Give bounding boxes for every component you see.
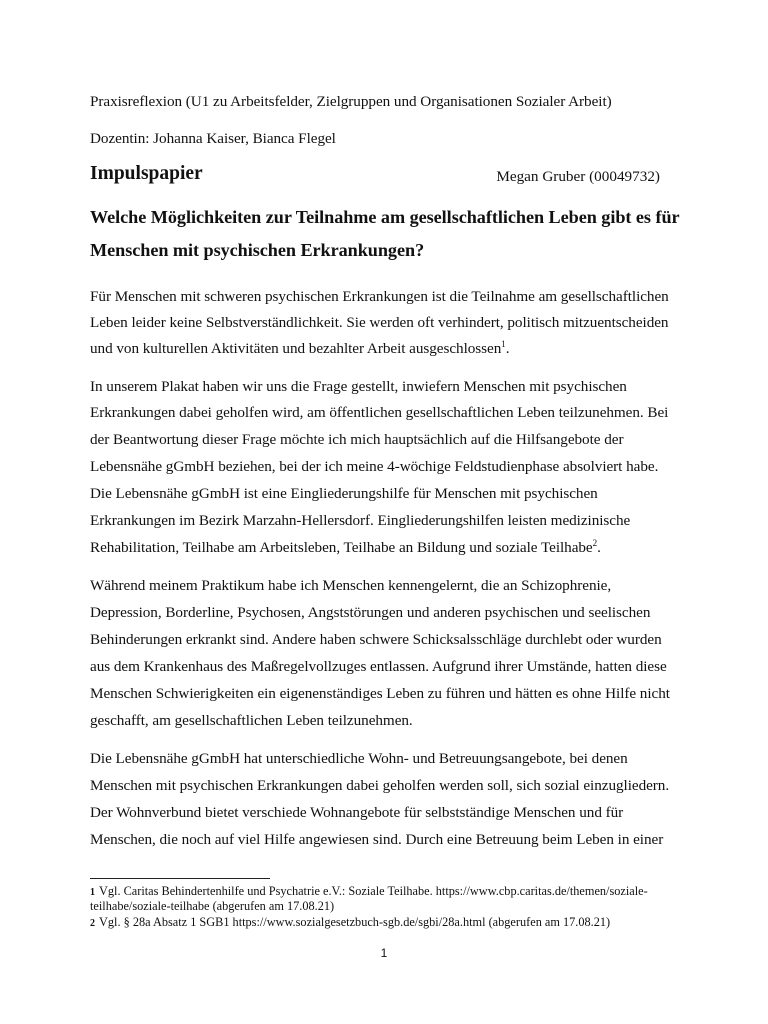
paragraph-2-line-with-ref: [90, 539, 601, 557]
paragraph-3-line: Während meinem Praktikum habe ich Menschen kennengelernt, die an Schizophrenie,: [90, 577, 612, 594]
document-type-heading: Impulspapier: [90, 163, 203, 184]
paragraph-1-line: Leben leider keine Selbstverständlichkeit. Sie werden oft verhindert, politisch mitzuentscheiden: [90, 314, 669, 331]
page-number: 1: [380, 946, 388, 960]
paragraph-2-line: der Beantwortung dieser Frage möchte ich mich hauptsächlich auf die Hilfsangebote der: [90, 431, 624, 448]
paragraph-4-line: Menschen mit psychischen Erkrankungen dabei geholfen werden soll, sich sozial einzugliedern.: [90, 777, 670, 794]
paragraph-3-line: geschafft, am gesellschaftlichen Leben teilzunehmen.: [90, 712, 413, 729]
paragraph-2-line: Erkrankungen im Bezirk Marzahn-Hellersdorf. Eingliederungshilfen leisten medizinische: [90, 512, 631, 529]
paragraph-2-line: In unserem Plakat haben wir uns die Frage gestellt, inwiefern Menschen mit psychischen: [90, 378, 627, 395]
lecturers-line: Dozentin: Johanna Kaiser, Bianca Flegel: [90, 130, 336, 147]
footnote-1: [90, 884, 648, 899]
footnote-divider: [90, 878, 270, 879]
paragraph-1-text: und von kulturellen Aktivitäten und bezahlter Arbeit ausgeschlossen: [90, 340, 502, 357]
paragraph-2-text: Rehabilitation, Teilhabe am Arbeitsleben, Teilhabe an Bildung und soziale Teilhabe: [90, 539, 593, 556]
sentence-end: .: [597, 539, 601, 556]
footnote-number: 1: [90, 887, 95, 898]
footnote-ref-2[interactable]: 2: [592, 537, 598, 548]
footnote-2: [90, 915, 610, 930]
paragraph-2-line: Die Lebensnähe gGmbH ist eine Eingliederungshilfe für Menschen mit psychischen: [90, 485, 598, 502]
author-info: Megan Gruber (00049732): [496, 168, 660, 185]
paragraph-2-line: Erkrankungen dabei geholfen wird, am öffentlichen gesellschaftlichen Leben teilzunehmen. Bei: [90, 404, 669, 421]
footnote-2-text: Vgl. § 28a Absatz 1 SGB1 https://www.sozialgesetzbuch-sgb.de/sgbi/28a.html (abgerufen am 17.08.21): [99, 915, 611, 929]
paragraph-1-line-with-ref: [90, 340, 509, 358]
paragraph-1-line: Für Menschen mit schweren psychischen Erkrankungen ist die Teilnahme am gesellschaftlichen: [90, 288, 669, 305]
paragraph-2-line: Lebensnähe gGmbH beziehen, bei der ich meine 4-wöchige Feldstudienphase absolviert habe.: [90, 458, 659, 475]
footnote-1-text: Vgl. Caritas Behindertenhilfe und Psychatrie e.V.: Soziale Teilhabe. https://www.cbp.caritas.de/themen/soziale-: [99, 884, 648, 898]
sentence-end: .: [505, 340, 510, 357]
paragraph-4-line: Die Lebensnähe gGmbH hat unterschiedliche Wohn- und Betreuungsangebote, bei denen: [90, 750, 628, 767]
paragraph-3-line: Menschen Schwierigkeiten ein eigenenständiges Leben zu führen und hätten es ohne Hilfe nicht: [90, 685, 670, 702]
footnote-number: 2: [90, 918, 95, 929]
paragraph-3-line: Behinderungen erkrankt sind. Andere haben schwere Schicksalsschläge durchlebt oder wurden: [90, 631, 662, 648]
paragraph-4-line: Menschen, die noch auf viel Hilfe angewiesen sind. Durch eine Betreuung beim Leben in einer: [90, 831, 664, 848]
paragraph-3-line: aus dem Krankenhaus des Maßregelvollzuges entlassen. Aufgrund ihrer Umstände, hatten diese: [90, 658, 667, 675]
title-row: [90, 163, 660, 189]
footnote-1-continuation: teilhabe/soziale-teilhabe (abgerufen am 17.08.21): [90, 899, 335, 913]
question-line-2: Menschen mit psychischen Erkrankungen?: [90, 240, 425, 260]
paragraph-4-line: Der Wohnverbund bietet verschiede Wohnangebote für selbstständige Menschen und für: [90, 804, 624, 821]
footnote-ref-1[interactable]: 1: [501, 338, 506, 349]
course-line: Praxisreflexion (U1 zu Arbeitsfelder, Zielgruppen und Organisationen Sozialer Arbeit): [90, 93, 612, 110]
question-line-1: Welche Möglichkeiten zur Teilnahme am gesellschaftlichen Leben gibt es für: [90, 207, 680, 227]
paragraph-3-line: Depression, Borderline, Psychosen, Angststörungen und anderen psychischen und seelischen: [90, 604, 651, 621]
